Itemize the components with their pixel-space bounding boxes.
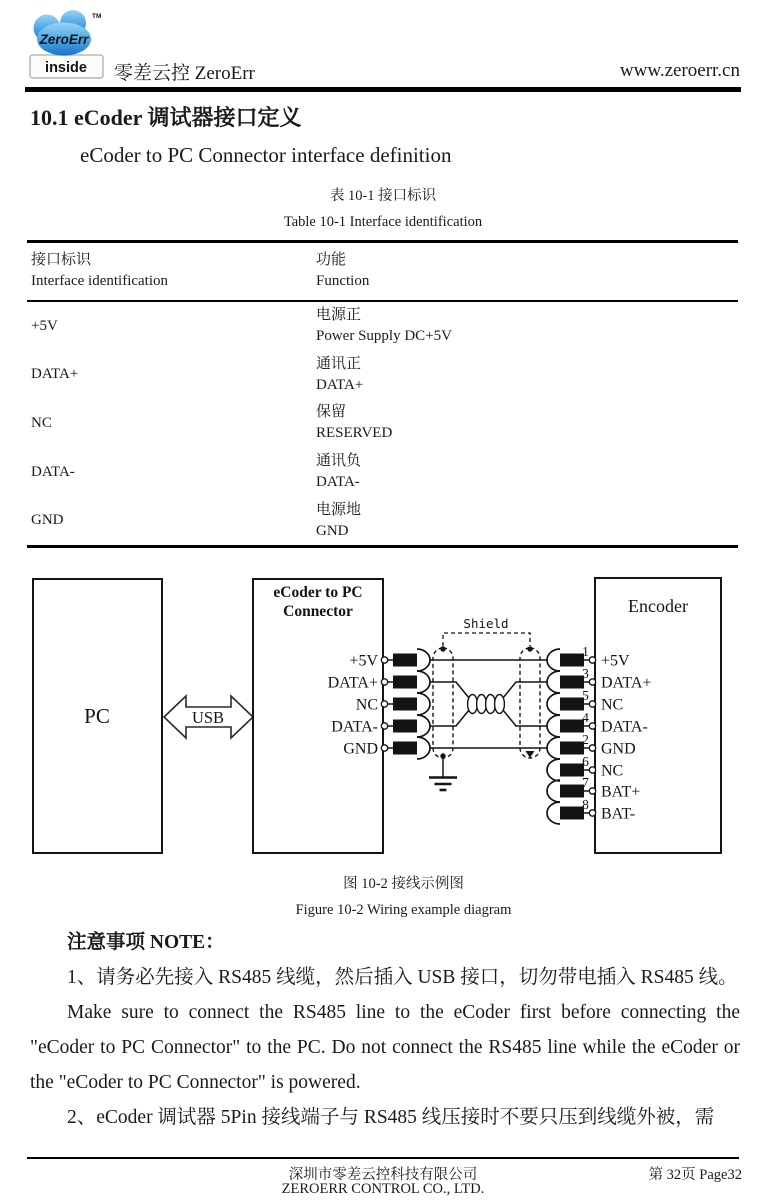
encoder-pin-label: BAT- — [601, 805, 636, 823]
notes-section — [30, 925, 740, 1135]
notes-heading: 注意事项 NOTE： — [67, 932, 225, 953]
pc-label: PC — [84, 704, 110, 728]
section-subtitle: eCoder to PC Connector interface definition — [80, 143, 452, 167]
shield-end-arrow — [526, 751, 535, 758]
row-func-en: DATA- — [316, 474, 360, 491]
encoder-pin-label: BAT+ — [601, 783, 641, 801]
encoder-pin — [547, 732, 636, 759]
row-id: NC — [31, 414, 52, 431]
table-row — [27, 302, 738, 351]
shield-label: Shield — [463, 616, 509, 631]
logo-brand-text: ZeroErr — [39, 32, 89, 47]
header-company-name: 零差云控 ZeroErr — [114, 63, 255, 84]
header-rule — [25, 87, 741, 92]
encoder-pin-number: 3 — [582, 666, 589, 681]
row-id: +5V — [31, 317, 58, 334]
row-func-zh: 保留 — [316, 404, 347, 421]
connector-pin-label: NC — [355, 696, 378, 714]
ground-icon — [429, 758, 457, 790]
col1-header-en: Interface identification — [31, 273, 169, 289]
col1-header-zh: 接口标识 — [31, 252, 92, 268]
table-row — [27, 448, 738, 497]
shield-node-dot — [440, 753, 445, 758]
encoder-pin-number: 6 — [582, 754, 589, 769]
row-func-en: RESERVED — [316, 425, 393, 442]
encoder-pins — [547, 644, 651, 824]
section-title: 10.1 eCoder 调试器接口定义 — [30, 105, 302, 130]
shield-callout-line — [443, 633, 530, 646]
encoder-pin-label: NC — [601, 696, 624, 714]
connector-pin — [349, 649, 430, 671]
table-caption-zh: 表 10-1 接口标识 — [329, 188, 437, 204]
wire-dataplus-left — [430, 682, 469, 698]
encoder-pin-label: DATA+ — [601, 674, 652, 692]
shield-capsule-right — [520, 648, 540, 758]
encoder-pin — [547, 775, 640, 802]
wire-dataminus-left — [430, 710, 469, 726]
figure-caption-zh: 图 10-2 接线示例图 — [343, 876, 464, 892]
encoder-pin-number: 1 — [582, 644, 589, 659]
logo-inside-text: inside — [45, 60, 87, 76]
table-row — [27, 399, 738, 448]
row-func-zh: 电源正 — [316, 307, 362, 324]
zeroerr-cloud-logo-graphic — [26, 6, 108, 82]
table-caption-en: Table 10-1 Interface identification — [283, 214, 483, 230]
connector-box — [253, 579, 383, 853]
logo-tm-mark: TM — [92, 13, 102, 20]
row-func-en: GND — [316, 522, 349, 539]
figure-caption-en: Figure 10-2 Wiring example diagram — [295, 902, 512, 918]
interface-table — [27, 240, 738, 548]
encoder-pin-number: 8 — [582, 797, 589, 812]
header-website-link[interactable]: www.zeroerr.cn — [619, 60, 740, 81]
note-paragraph: Make sure to connect the RS485 line to the eCoder first before connecting the "eCoder to PC Connector" to the PC. Do not connect the RS485 line while the eCoder or the "eCoder to PC Connector" is powered. — [30, 1002, 740, 1093]
footer-company-zh: 深圳市零差云控科技有限公司 — [288, 1167, 478, 1183]
table-row — [27, 351, 738, 400]
twisted-pair-icon — [468, 695, 505, 714]
connector-pin-label: GND — [343, 740, 378, 758]
col2-header-zh: 功能 — [316, 252, 347, 268]
connector-pins — [328, 649, 430, 759]
note-paragraph: 1、请务必先接入 RS485 线缆，然后插入 USB 接口，切勿带电插入 RS485 线。 — [67, 967, 738, 988]
connector-pin — [356, 693, 430, 715]
usb-arrow — [164, 696, 253, 738]
row-func-en: DATA+ — [316, 376, 364, 393]
encoder-pin-number: 4 — [582, 710, 589, 725]
encoder-pin-number: 5 — [582, 688, 589, 703]
encoder-pin — [547, 710, 648, 737]
shield-node-dot — [527, 646, 532, 651]
row-func-en: Power Supply DC+5V — [316, 328, 452, 345]
row-id: DATA- — [31, 463, 75, 480]
col2-header-en: Function — [316, 273, 370, 289]
connector-pin — [331, 715, 430, 737]
encoder-pin-label: +5V — [601, 652, 630, 670]
encoder-pin — [547, 666, 651, 693]
note-paragraph: 2、eCoder 调试器 5Pin 接线端子与 RS485 线压接时不要只压到线缆外被，需 — [67, 1107, 715, 1128]
encoder-pin-number: 2 — [582, 732, 589, 747]
zeroerr-logo — [26, 6, 108, 82]
footer-company-en: ZEROERR CONTROL CO., LTD. — [281, 1181, 485, 1197]
connector-pin-label: DATA- — [331, 718, 378, 736]
encoder-pin-label: NC — [601, 762, 624, 780]
connector-pin-label: +5V — [349, 652, 378, 670]
connector-title-line2: Connector — [283, 603, 353, 620]
row-id: GND — [31, 512, 64, 529]
footer-page-number: 第 32页 Page32 — [648, 1167, 742, 1183]
connector-title-line1: eCoder to PC — [273, 584, 363, 601]
row-id: DATA+ — [31, 366, 79, 383]
connector-pin — [343, 737, 430, 759]
wiring-diagram — [0, 565, 767, 865]
usb-label: USB — [191, 708, 225, 727]
encoder-pin-label: DATA- — [601, 718, 648, 736]
row-func-zh: 通讯负 — [316, 453, 362, 470]
table-header-row — [27, 243, 738, 302]
connector-pin-label: DATA+ — [327, 674, 378, 692]
shield-node-dot — [440, 646, 445, 651]
encoder-pin-number: 7 — [582, 775, 589, 790]
encoder-pin-label: GND — [601, 740, 636, 758]
row-func-zh: 电源地 — [316, 501, 362, 518]
encoder-pin — [547, 797, 635, 824]
connector-pin — [328, 671, 430, 693]
footer-rule — [27, 1157, 739, 1159]
table-row — [27, 496, 738, 545]
encoder-title: Encoder — [628, 596, 688, 616]
shield-capsule-left — [433, 648, 453, 758]
row-func-zh: 通讯正 — [316, 355, 362, 372]
